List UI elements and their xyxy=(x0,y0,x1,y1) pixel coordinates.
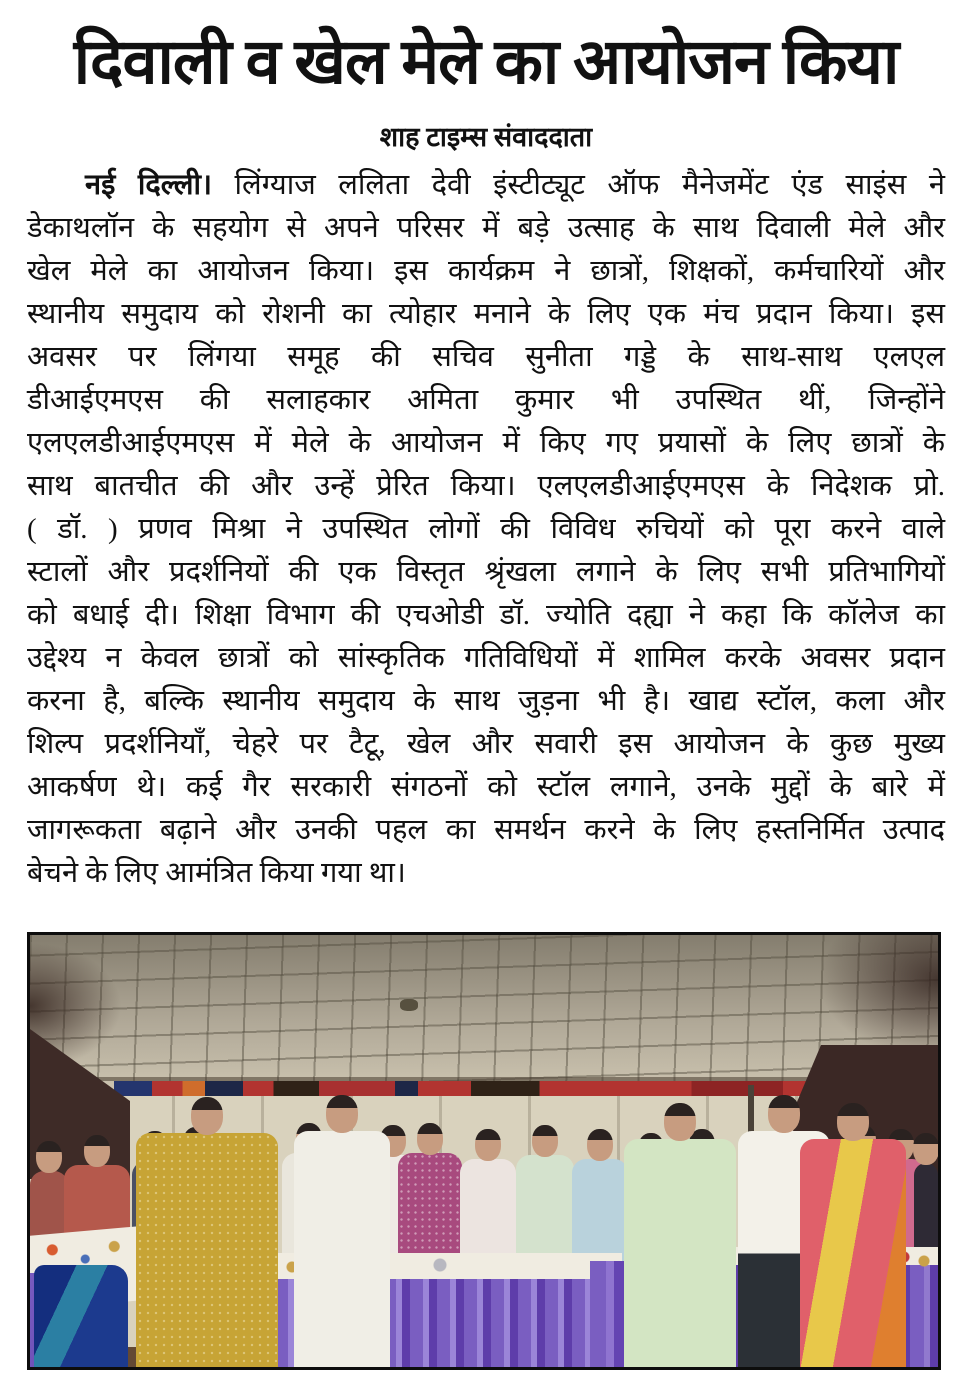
body-line xyxy=(27,164,945,207)
attendee-white-suit xyxy=(294,1131,390,1367)
body-line-text: लिंग्याज ललिता देवी इंस्टीट्यूट ऑफ मैनेजमेंट एंड साइंस ने xyxy=(234,169,946,201)
body-line: बेचने के लिए आमंत्रित किया गया था। xyxy=(27,857,406,889)
ceiling-fixture xyxy=(400,999,418,1011)
body-line: एलएलडीआईएमएस में मेले के आयोजन में किए गए प्रयासों के लिए छात्रों के xyxy=(27,427,945,459)
article-body xyxy=(27,164,945,895)
body-line: उद्देश्य न केवल छात्रों को सांस्कृतिक गतिविधियों में शामिल करके अवसर प्रदान xyxy=(27,642,945,674)
body-line: को बधाई दी। शिक्षा विभाग की एचओडी डॉ. ज्योति दह्या ने कहा कि कॉलेज का xyxy=(27,599,945,631)
body-line: जागरूकता बढ़ाने और उनकी पहल का समर्थन करने के लिए हस्तनिर्मित उत्पाद xyxy=(27,814,945,846)
attendee xyxy=(516,1155,574,1267)
event-photo xyxy=(27,932,941,1370)
attendee-pink-dupatta xyxy=(800,1139,906,1367)
ceiling-tiles xyxy=(30,935,938,1093)
newspaper-clipping xyxy=(0,8,972,1396)
body-line: डेकाथलॉन के सहयोग से अपने परिसर में बड़े उत्साह के साथ दिवाली मेले और xyxy=(27,212,945,244)
body-line: अवसर पर लिंगया समूह की सचिव सुनीता गड्डे के साथ-साथ एलएल xyxy=(27,341,945,373)
body-line: स्टालों और प्रदर्शनियों की एक विस्तृत श्रृंखला लगाने के लिए सभी प्रतिभागियों xyxy=(27,556,945,588)
body-line: डीआईएमएस की सलाहकार अमिता कुमार भी उपस्थित थीं, जिन्होंने xyxy=(27,384,945,416)
byline: शाह टाइम्स संवाददाता xyxy=(379,122,593,152)
blue-chair xyxy=(34,1265,128,1367)
headline: दिवाली व खेल मेले का आयोजन किया xyxy=(73,27,899,97)
body-line: करना है, बल्कि स्थानीय समुदाय के साथ जुड़ना भी है। खाद्य स्टॉल, कला और xyxy=(27,685,945,717)
attendee-yellow-saree xyxy=(136,1133,278,1367)
body-line: आकर्षण थे। कई गैर सरकारी संगठनों को स्टॉल लगाने, उनके मुद्दों के बारे में xyxy=(27,771,945,803)
attendee-green-suit xyxy=(624,1139,736,1367)
body-line: शिल्प प्रदर्शनियाँ, चेहरे पर टैटू, खेल और सवारी इस आयोजन के कुछ मुख्य xyxy=(27,728,945,760)
attendee xyxy=(398,1153,462,1269)
body-line: साथ बातचीत की और उन्हें प्रेरित किया। एलएलडीआईएमएस के निदेशक प्रो. xyxy=(27,470,945,502)
body-line: ( डॉ. ) प्रणव मिश्रा ने उपस्थित लोगों की विविध रुचियों को पूरा करने वाले xyxy=(27,513,945,545)
garland-bunting xyxy=(114,1081,874,1096)
body-line: स्थानीय समुदाय को रोशनी का त्योहार मनाने के लिए एक मंच प्रदान किया। इस xyxy=(27,298,945,330)
dateline: नई दिल्ली। xyxy=(85,169,213,201)
body-line: खेल मेले का आयोजन किया। इस कार्यक्रम ने छात्रों, शिक्षकों, कर्मचारियों और xyxy=(27,255,945,287)
